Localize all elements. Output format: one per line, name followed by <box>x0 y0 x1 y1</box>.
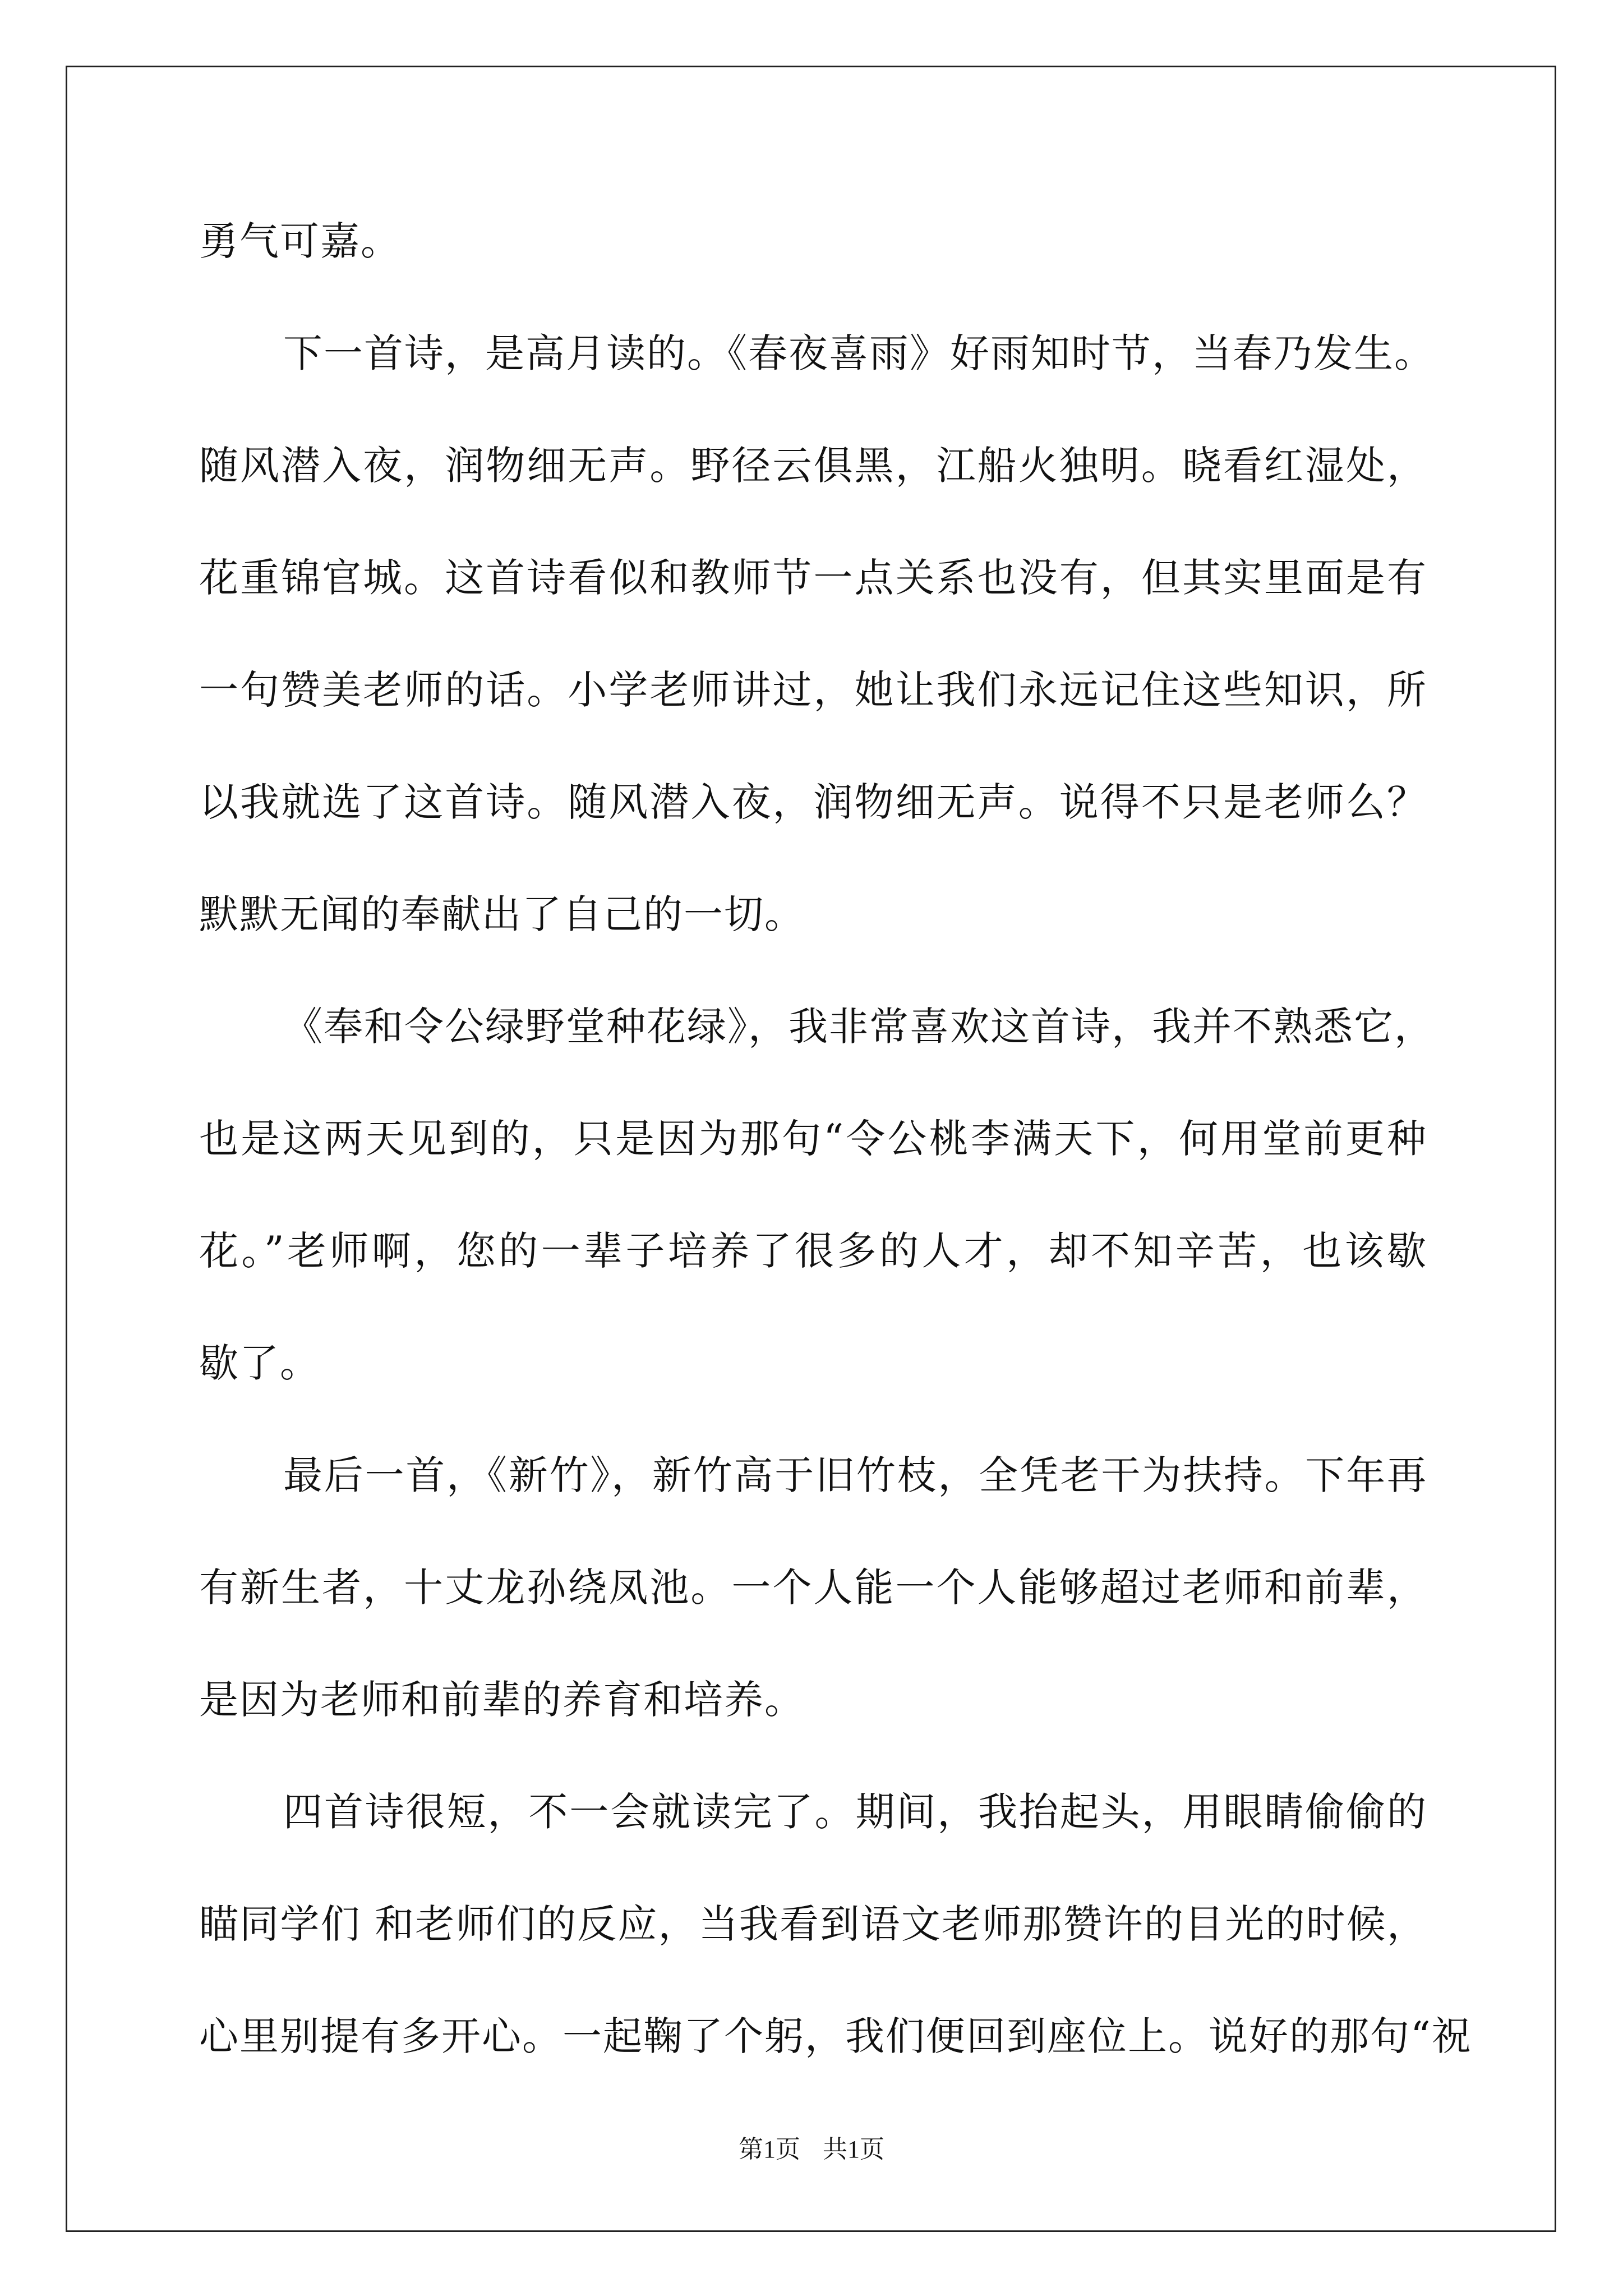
text-line-1: 勇气可嘉。 <box>199 218 401 264</box>
text-line-6: 以我就选了这首诗。随风潜入夜，润物细无声。说得不只是老师么？ <box>199 779 1427 825</box>
text-line-3: 随风潜入夜，润物细无声。野径云俱黑，江船火独明。晓看红湿处， <box>199 443 1427 489</box>
text-line-4: 花重锦官城。这首诗看似和教师节一点关系也没有，但其实里面是有 <box>199 555 1427 601</box>
page-number: 第1页 <box>739 2136 800 2163</box>
text-line-17: 心里别提有多开心。一起鞠了个躬，我们便回到座位上。说好的那句“祝 <box>199 2013 1472 2059</box>
text-line-2: 下一首诗，是高月读的。《春夜喜雨》好雨知时节，当春乃发生。 <box>283 330 1435 376</box>
text-line-16: 瞄同学们 和老师们的反应，当我看到语文老师那赞许的目光的时候， <box>199 1901 1427 1947</box>
text-line-15: 四首诗很短，不一会就读完了。期间，我抬起头，用眼睛偷偷的 <box>283 1789 1427 1835</box>
text-line-9: 也是这两天见到的，只是因为那句“令公桃李满天下，何用堂前更种 <box>199 1116 1427 1162</box>
text-line-5: 一句赞美老师的话。小学老师讲过，她让我们永远记住这些知识，所 <box>199 667 1427 713</box>
page-total: 共1页 <box>823 2136 884 2163</box>
text-line-11: 歇了。 <box>199 1340 320 1386</box>
text-line-8: 《奉和令公绿野堂种花绿》，我非常喜欢这首诗，我并不熟悉它， <box>283 1004 1435 1050</box>
text-line-13: 有新生者，十丈龙孙绕凤池。一个人能一个人能够超过老师和前辈， <box>199 1565 1427 1611</box>
text-line-7: 默默无闻的奉献出了自己的一切。 <box>199 891 805 937</box>
text-line-14: 是因为老师和前辈的养育和培养。 <box>199 1677 805 1723</box>
text-line-12: 最后一首，《新竹》，新竹高于旧竹枝，全凭老干为扶持。下年再 <box>283 1452 1427 1498</box>
page-footer <box>0 2137 1623 2162</box>
text-line-10: 花。”老师啊，您的一辈子培养了很多的人才，却不知辛苦，也该歇 <box>199 1228 1427 1274</box>
